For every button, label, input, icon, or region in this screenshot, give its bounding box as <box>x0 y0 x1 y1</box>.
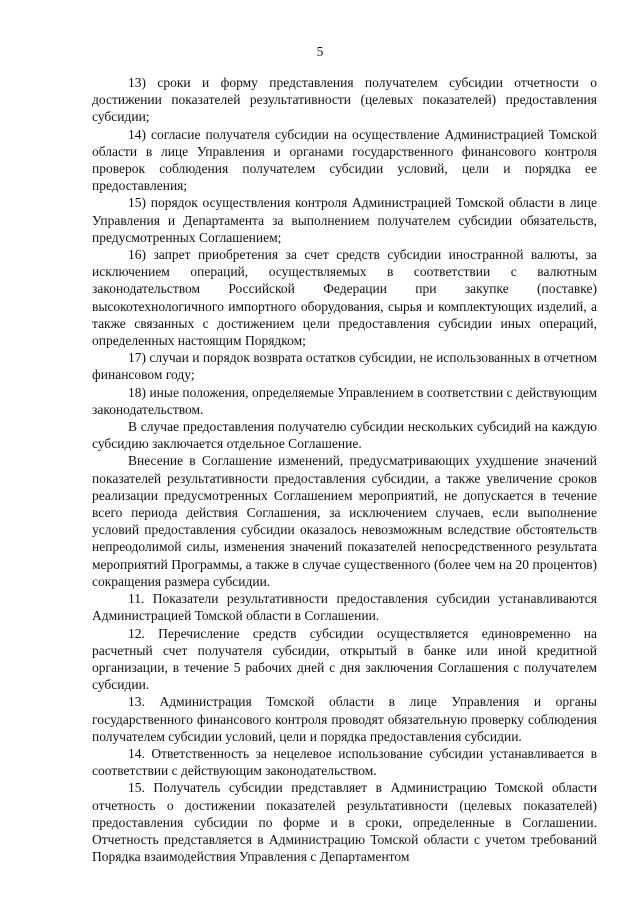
paragraph-item-16: 16) запрет приобретения за счет средств субсидии иностранной валюты, за исключением операций, осуществляемых в соответствии с валютным законодательством Российской Федерации при закупке (поставке) высокотехнологичного импортного оборудования, сырья и комплектующих изделий, а также связанных с достижением цели предоставления субсидии иных операций, определенных настоящим Порядком; <box>92 247 597 349</box>
paragraph-item-13: 13) сроки и форму представления получателем субсидии отчетности о достижении показателей результативности (целевых показателей) предоставления субсидии; <box>92 75 597 125</box>
paragraph-section-15: 15. Получатель субсидии представляет в Администрацию Томской области отчетность о достижении показателей результативности (целевых показателей) предоставления субсидии по форме и в сроки, определенные в Соглашении. Отчетность представляется в Администрацию Томской области с учетом требований Порядка взаимодействия Управления с Департаментом <box>92 780 597 865</box>
paragraph-item-17: 17) случаи и порядок возврата остатков субсидии, не использованных в отчетном финансовом году; <box>92 350 597 383</box>
paragraph-item-15: 15) порядок осуществления контроля Администрацией Томской области в лице Управления и Департамента за выполнением получателем субсидии обязательств, предусмотренных Соглашением; <box>92 195 597 245</box>
paragraph-section-14: 14. Ответственность за нецелевое использование субсидии устанавливается в соответствии с действующим законодательством. <box>92 745 597 779</box>
paragraph-item-18: 18) иные положения, определяемые Управлением в соответствии с действующим законодательством. <box>92 384 597 417</box>
paragraph-multiple-subsidies: В случае предоставления получателю субсидии нескольких субсидий на каждую субсидию заключается отдельное Соглашение. <box>92 419 597 452</box>
paragraph-section-12: 12. Перечисление средств субсидии осуществляется единовременно на расчетный счет получателя субсидии, открытый в банке или иной кредитной организации, в течение 5 рабочих дней с дня заключения Соглашения с получателем субсидии. <box>92 625 597 693</box>
paragraph-agreement-changes: Внесение в Соглашение изменений, предусматривающих ухудшение значений показателей результативности предоставления субсидии, а также увеличение сроков реализации предусмотренных Соглашением мероприятий, не допускается в течение всего периода действия Соглашения, за исключением случаев, если выполнение условий предоставления субсидии оказалось невозможным вследствие обстоятельств непреодолимой силы, изменения значений показателей непосредственного результата мероприятий Программы, а также в случае существенного (более чем на 20 процентов) сокращения размера субсидии. <box>92 453 597 589</box>
document-body <box>92 74 597 865</box>
paragraph-section-11: 11. Показатели результативности предоставления субсидии устанавливаются Администрацией Томской области в Соглашении. <box>92 591 597 624</box>
paragraph-item-14: 14) согласие получателя субсидии на осуществление Администрацией Томской области в лице Управления и органами государственного финансового контроля проверок соблюдения получателем субсидии условий, цели и порядка ее предоставления; <box>92 126 597 194</box>
page-number: 5 <box>316 44 324 59</box>
paragraph-section-13: 13. Администрация Томской области в лице Управления и органы государственного финансового контроля проводят обязательную проверку соблюдения получателем субсидии условий, цели и порядка предоставления субсидии. <box>92 694 597 744</box>
